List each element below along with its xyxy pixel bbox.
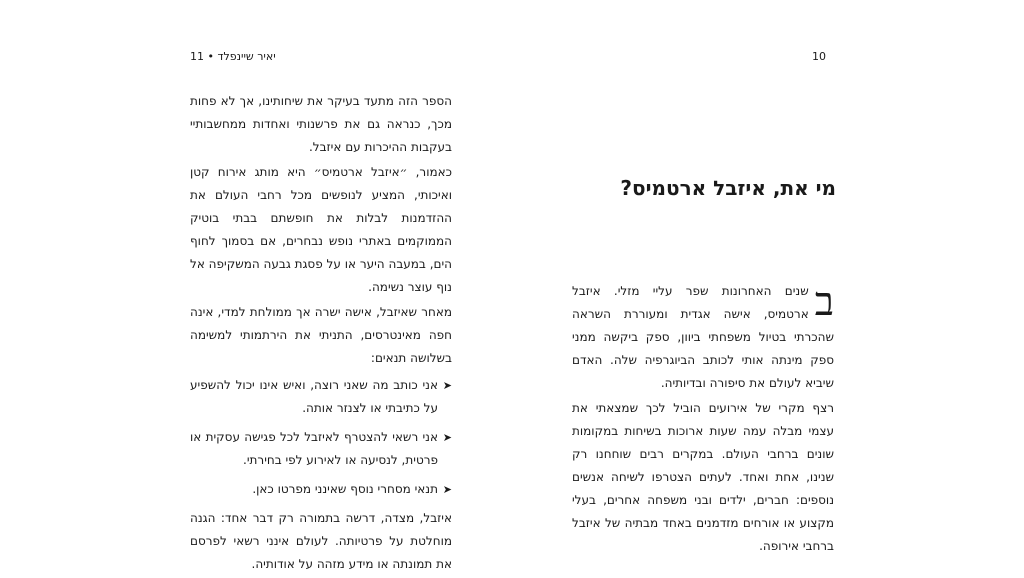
paragraph: איזבל, מצדה, דרשה בתמורה רק דבר אחד: הגנה מוחלטת על פרטיותה. לעולם אינני רשאי לפרסם את תמונתה או מידע מזהה על אודותיה. xyxy=(190,511,452,571)
list-item xyxy=(190,426,452,472)
list-item xyxy=(190,374,452,420)
left-text-column xyxy=(190,90,452,578)
paragraph: הספר הזה מתעד בעיקר את שיחותינו, אך לא פחות מכך, כנראה גם את פרשנותי ואחדות ממחשבותיי בעקבות ההיכרות עם איזבל. xyxy=(190,94,452,154)
chapter-title: מי את, איזבל ארטמיס? xyxy=(620,176,836,200)
right-page xyxy=(512,0,1024,576)
arrow-bullet-icon: ➤ xyxy=(442,431,452,444)
paragraph: כאמור, ״איזבל ארטמיס״ היא מותג אירוח קטן ואיכותי, המציע לנופשים מכל רחבי העולם את ההזדמנות לבלות את חופשתם בבתי בוטיק הממוקמים באתרי נופש נבחרים, אם בסמוך לחוף הים, במעבה היער או על פסגת גבעה המשקיפה אל נוף עוצר נשימה. xyxy=(190,165,452,294)
arrow-bullet-icon: ➤ xyxy=(442,483,452,496)
arrow-bullet-icon: ➤ xyxy=(442,379,452,392)
list-item-text: אני כותב מה שאני רוצה, ואיש אינו יכול להשפיע על כתיבתי או לצנזר אותה. xyxy=(190,378,438,415)
paragraph xyxy=(572,280,834,395)
list-item-text: אני רשאי להצטרף לאיזבל לכל פגישה עסקית או פרטית, לנסיעה או לאירוע לפי בחירתי. xyxy=(190,430,438,467)
drop-cap: ב xyxy=(814,279,834,325)
list-item-text: תנאי מסחרי נוסף שאינני מפרטו כאן. xyxy=(252,482,438,496)
list-item xyxy=(190,478,452,501)
paragraph-text: שנים האחרונות שפר עליי מזלי. איזבל ארטמיס, אישה אגדית ומעוררת השראה שהכרתי בטיול משפחתי ביוון, ספק ביקשה ממני ספק מינתה אותי לכותב הביוגרפיה שלה. האדם שיביא לעולם את סיפורה ובדיותיה. xyxy=(572,284,834,390)
page-number: 10 xyxy=(812,50,826,63)
running-header: יאיר שיינפלד • 11 xyxy=(190,50,276,63)
paragraph: רצף מקרי של אירועים הוביל לכך שמצאתי את עצמי מבלה עמה שעות ארוכות בשיחות במקומות שונים ברחבי העולם. במקרים רבים שוחחנו רק שנינו, אחת ואחד. לעתים הצטרפו לשיחה אנשים נוספים: חברים, ילדים ובני משפחה אחרים, בעלי מקצוע או אורחים מזדמנים באחד מבתיה של איזבל ברחבי אירופה. xyxy=(572,401,834,553)
right-text-column xyxy=(572,280,834,560)
paragraph: מאחר שאיזבל, אישה ישרה אך ממולחת למדי, אינה חפה מאינטרסים, התניתי את הירתמותי למשימה בשלושה תנאים: xyxy=(190,305,452,365)
left-page xyxy=(0,0,512,576)
